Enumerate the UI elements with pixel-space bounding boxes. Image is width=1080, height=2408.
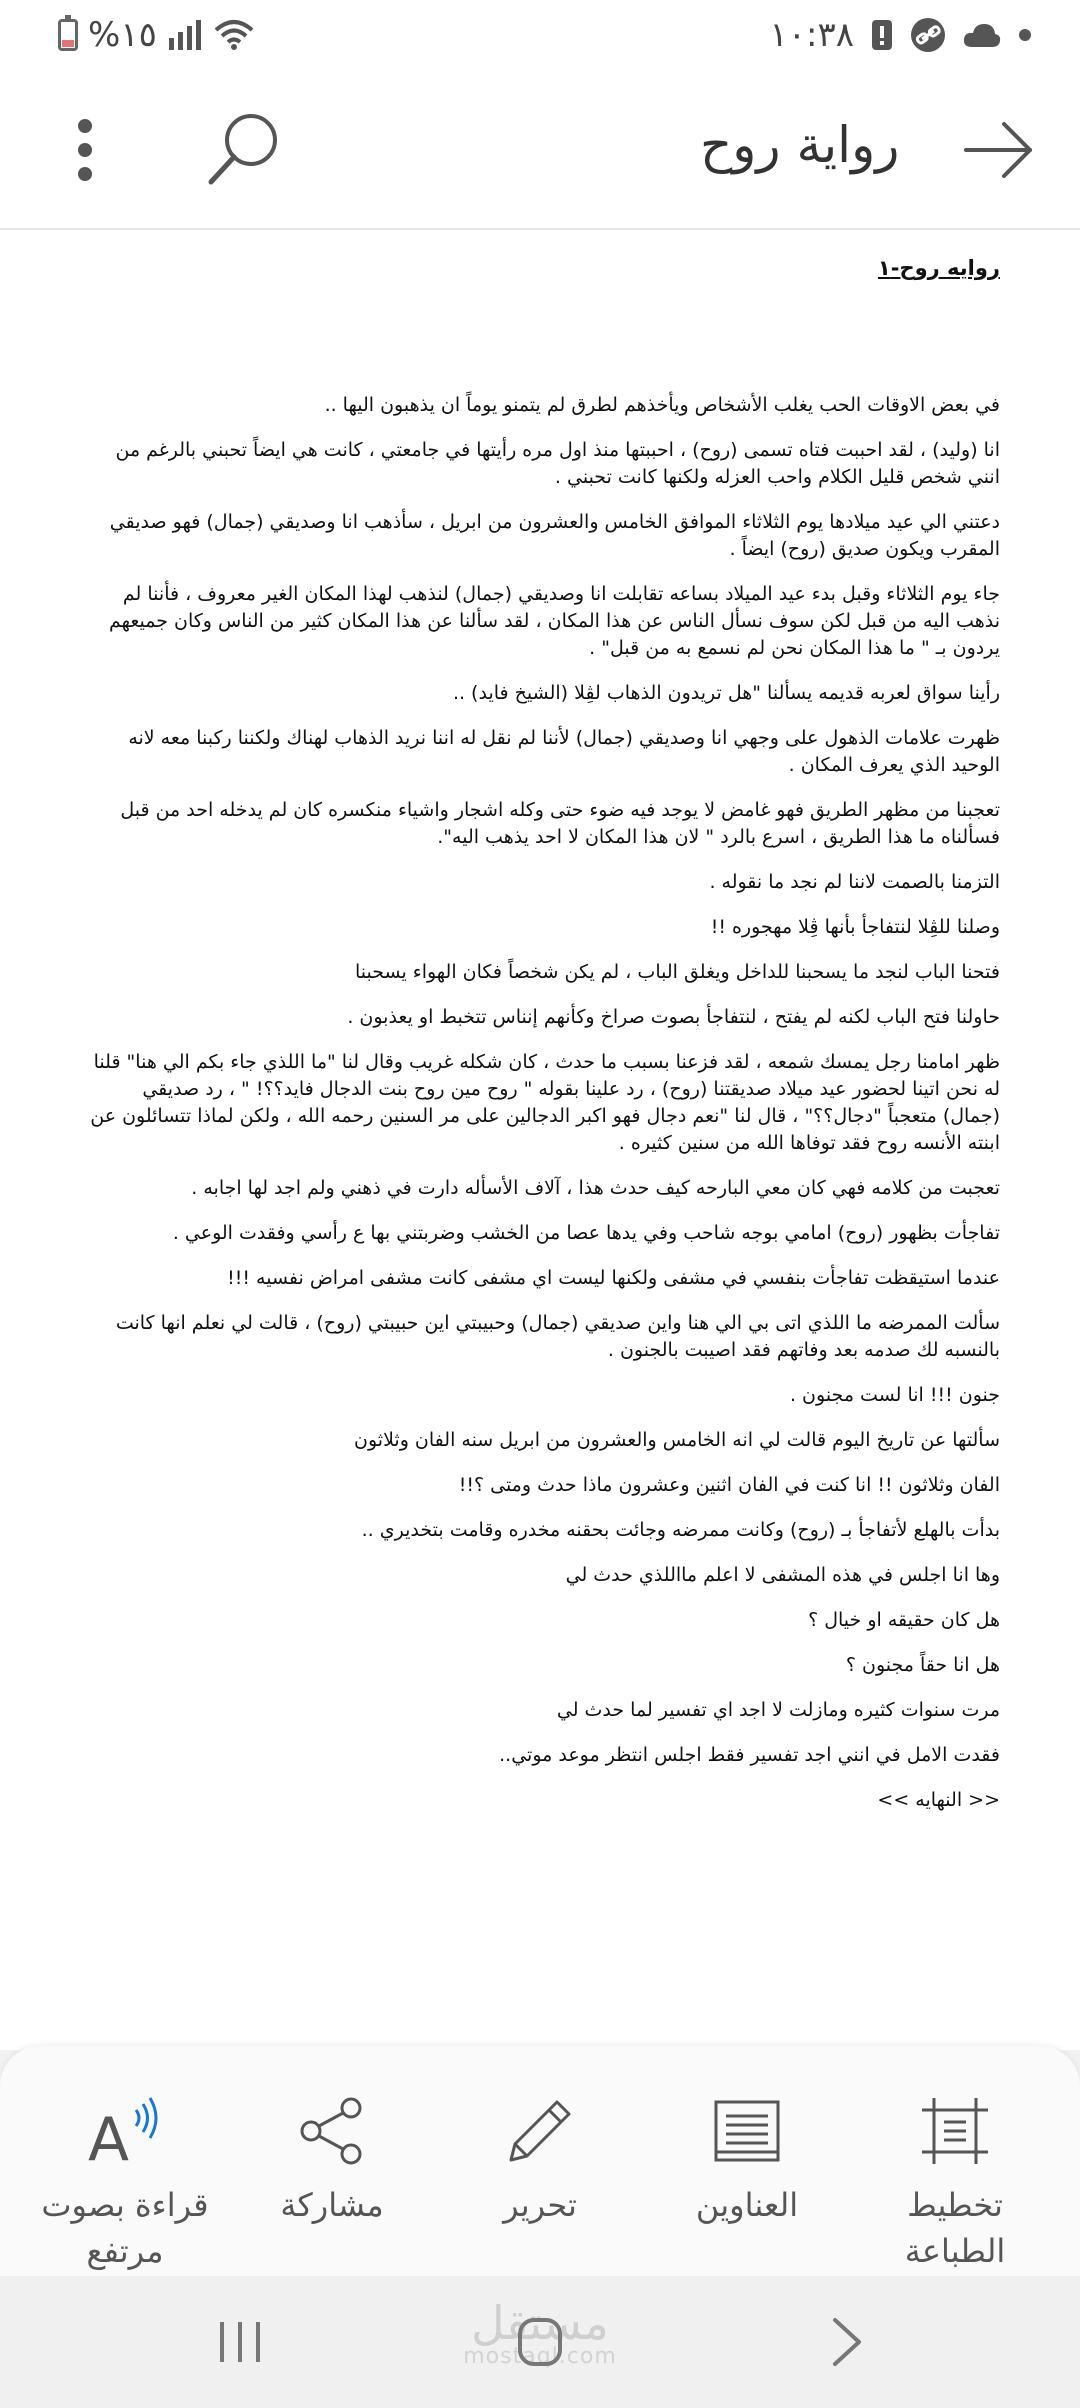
read-aloud-label: قراءة بصوت مرتفع: [41, 2186, 209, 2270]
more-options-icon[interactable]: [60, 118, 110, 182]
paragraph: هل كان حقيقه او خيال ؟: [808, 1609, 1000, 1631]
paragraph: الفان وثلاثون !! انا كنت في الفان اثنين وعشرون ماذا حدث ومتى ؟!!: [458, 1474, 1000, 1496]
paragraph: سألت الممرضه ما اللذي اتى بي الي هنا واين صديقي (جمال) وحبيبتي اين حبيبتي (روح) ، قالت لي نعلم انها كانت بالنسبه لك صدمه بعد وفاتهم فقد اصيبت بالجنون .: [115, 1312, 1000, 1361]
watermark-sub: mostaql.com: [463, 2344, 617, 2369]
headings-icon: [712, 2096, 782, 2166]
cloud-icon: [962, 21, 1002, 49]
battery-percent: %١٥: [88, 15, 157, 55]
document-title: رواية روح: [700, 116, 900, 174]
paragraph: جاء يوم الثلاثاء وقبل بدء عيد الميلاد بساعه تقابلت انا وصديقي (جمال) لنذهب لهذا المكان الغير معروف ، فأننا لم نذهب اليه من قبل لكن سوف نسأل الناس عن هذا المكان ، لقد سألنا عن هذا المكان كثير من الناس وكان جميعهم يردون بـ " ما هذا المكان نحن لم نسمع به من قبل" .: [108, 583, 1000, 659]
document-page[interactable]: [0, 230, 1080, 2050]
doc-heading: روايه روح-١: [877, 256, 1000, 280]
paragraph: فتحنا الباب لنجد ما يسحبنا للداخل ويغلق الباب ، لم يكن شخصاً فكان الهواء يسحبنا: [354, 961, 1000, 983]
home-icon[interactable]: [500, 2312, 580, 2372]
recent-apps-icon[interactable]: [200, 2312, 280, 2372]
paragraph: بدأت بالهلع لأتفاجأ بـ (روح) وكانت ممرضه وجائت بحقنه مخدره وقامت بتخديري ..: [361, 1519, 1000, 1541]
paragraph: ظهرت علامات الذهول على وجهي انا وصديقي (جمال) لأننا لم نقل له اننا نريد الذهاب لهناك ولكننا ركبنا معه لانه الوحيد الذي يعرف المكان .: [128, 727, 1000, 776]
edit-label: تحرير: [503, 2186, 577, 2224]
paragraph: وصلنا للڤِلا لنتفاجأ بأنها ڤِلا مهجوره !!: [710, 916, 1000, 938]
paragraph: جنون !!! انا لست مجنون .: [789, 1384, 1000, 1406]
watermark-text: مستقل: [471, 2296, 609, 2350]
paragraph: مرت سنوات كثيره ومازلت لا اجد اي تفسير لما حدث لي: [556, 1699, 1000, 1721]
paragraph: هل انا حقاً مجنون ؟: [845, 1654, 1000, 1676]
share-icon: [297, 2096, 367, 2166]
edit-button[interactable]: [440, 2096, 640, 2228]
print-layout-button[interactable]: [855, 2096, 1055, 2274]
share-label: مشاركة: [280, 2186, 384, 2224]
alert-icon: [870, 18, 894, 52]
read-aloud-icon: [88, 2096, 162, 2166]
status-bar: [0, 0, 1080, 70]
svg-text:A: A: [88, 2105, 130, 2166]
paragraph: التزمنا بالصمت لاننا لم نجد ما نقوله .: [709, 871, 1000, 893]
paragraph: تعجبنا من مظهر الطريق فهو غامض لا يوجد فيه ضوء حتى وكله اشجار واشياء منكسره كان لم يدخله احد من قبل فسألناه ما هذا الطريق ، اسرع بالرد " لان هذا المكان لا احد يذهب اليه".: [120, 799, 1000, 848]
paragraph: << النهايه >>: [877, 1789, 1000, 1811]
app-bar: [0, 70, 1080, 230]
link-icon: [910, 17, 946, 53]
system-nav-bar: [0, 2276, 1080, 2408]
status-right: [769, 14, 1032, 56]
wifi-icon: [213, 18, 255, 52]
headings-label: العناوين: [695, 2186, 799, 2224]
back-arrow-icon[interactable]: [962, 114, 1034, 186]
clock: ١٠:٣٨: [769, 15, 854, 55]
paragraph: تفاجأت بظهور (روح) امامي بوجه شاحب وفي يدها عصا من الخشب وضربتني بها ع رأسي وفقدت الوعي .: [172, 1222, 1000, 1244]
read-aloud-button[interactable]: [25, 2096, 225, 2274]
status-left: [58, 14, 255, 56]
battery-icon: [58, 19, 78, 51]
bottom-toolbar: [0, 2046, 1080, 2276]
paragraph: فقدت الامل في انني اجد تفسير فقط اجلس انتظر موعد موتي..: [499, 1744, 1000, 1766]
paragraph: تعجبت من كلامه فهي كان معي البارحه كيف حدث هذا ، آلاف الأسأله دارت في ذهني ولم اجد لها اجابه .: [191, 1177, 1000, 1199]
print-layout-icon: [920, 2096, 990, 2166]
signal-icon: [167, 18, 203, 52]
paragraph: رأينا سواق لعربه قديمه يسألنا "هل تريدون الذهاب لڤِلا (الشيخ فايد) ..: [452, 682, 1000, 704]
print-layout-label: تخطيط الطباعة: [904, 2186, 1006, 2270]
paragraph: سألتها عن تاريخ اليوم قالت لي انه الخامس والعشرون من ابريل سنه الفان وثلاثون: [354, 1429, 1000, 1451]
pencil-icon: [505, 2096, 575, 2166]
share-button[interactable]: [232, 2096, 432, 2228]
doc-body: [80, 392, 1000, 1832]
paragraph: ظهر امامنا رجل يمسك شمعه ، لقد فزعنا بسبب ما حدث ، كان شكله غريب وقال لنا "ما اللذي جاء بكم الي هنا" قلنا له نحن اتينا لحضور عيد ميلاد صديقتنا (روح) ، رد علينا بقوله " روح مين روح بنت الدجال فايد؟؟! " ، رد صديقي (جمال) متعجباً "دجال؟؟" ، قال لنا "نعم دجال فهو اكبر الدجالين على مر السنين رحمه الله ، ولكن لماذا تتسائلون عن ابنته الأنسه روح فقد توفاها الله من سنين كثيره .: [90, 1051, 1000, 1154]
headings-button[interactable]: [647, 2096, 847, 2228]
paragraph: حاولنا فتح الباب لكنه لم يفتح ، لنتفاجأ بصوت صراخ وكأنهم إنناس تتخبط او يعذبون .: [347, 1006, 1000, 1028]
paragraph: في بعض الاوقات الحب يغلب الأشخاص ويأخذهم لطرق لم يتمنو يوماً ان يذهبون اليها ..: [324, 394, 1000, 416]
back-nav-icon[interactable]: [805, 2312, 885, 2372]
paragraph: عندما استيقظت تفاجأت بنفسي في مشفى ولكنها ليست اي مشفى كانت مشفى امراض نفسيه !!!: [227, 1267, 1000, 1289]
paragraph: انا (وليد) ، لقد احببت فتاه تسمى (روح) ، احببتها منذ اول مره رأيتها في جامعتي ، كانت هي ايضاً تحبني بالرغم من انني شخص قليل الكلام واحب العزله ولكنها كانت تحبني .: [115, 439, 1000, 488]
paragraph: دعتني الي عيد ميلادها يوم الثلاثاء الموافق الخامس والعشرون من ابريل ، سأذهب انا وصديقي (جمال) فهو صديقي المقرب ويكون صديق (روح) ايضاً .: [109, 511, 1000, 560]
dot-icon: [1018, 28, 1032, 42]
paragraph: وها انا اجلس في هذه المشفى لا اعلم مااللذي حدث لي: [565, 1564, 1000, 1586]
search-icon[interactable]: [205, 108, 285, 188]
